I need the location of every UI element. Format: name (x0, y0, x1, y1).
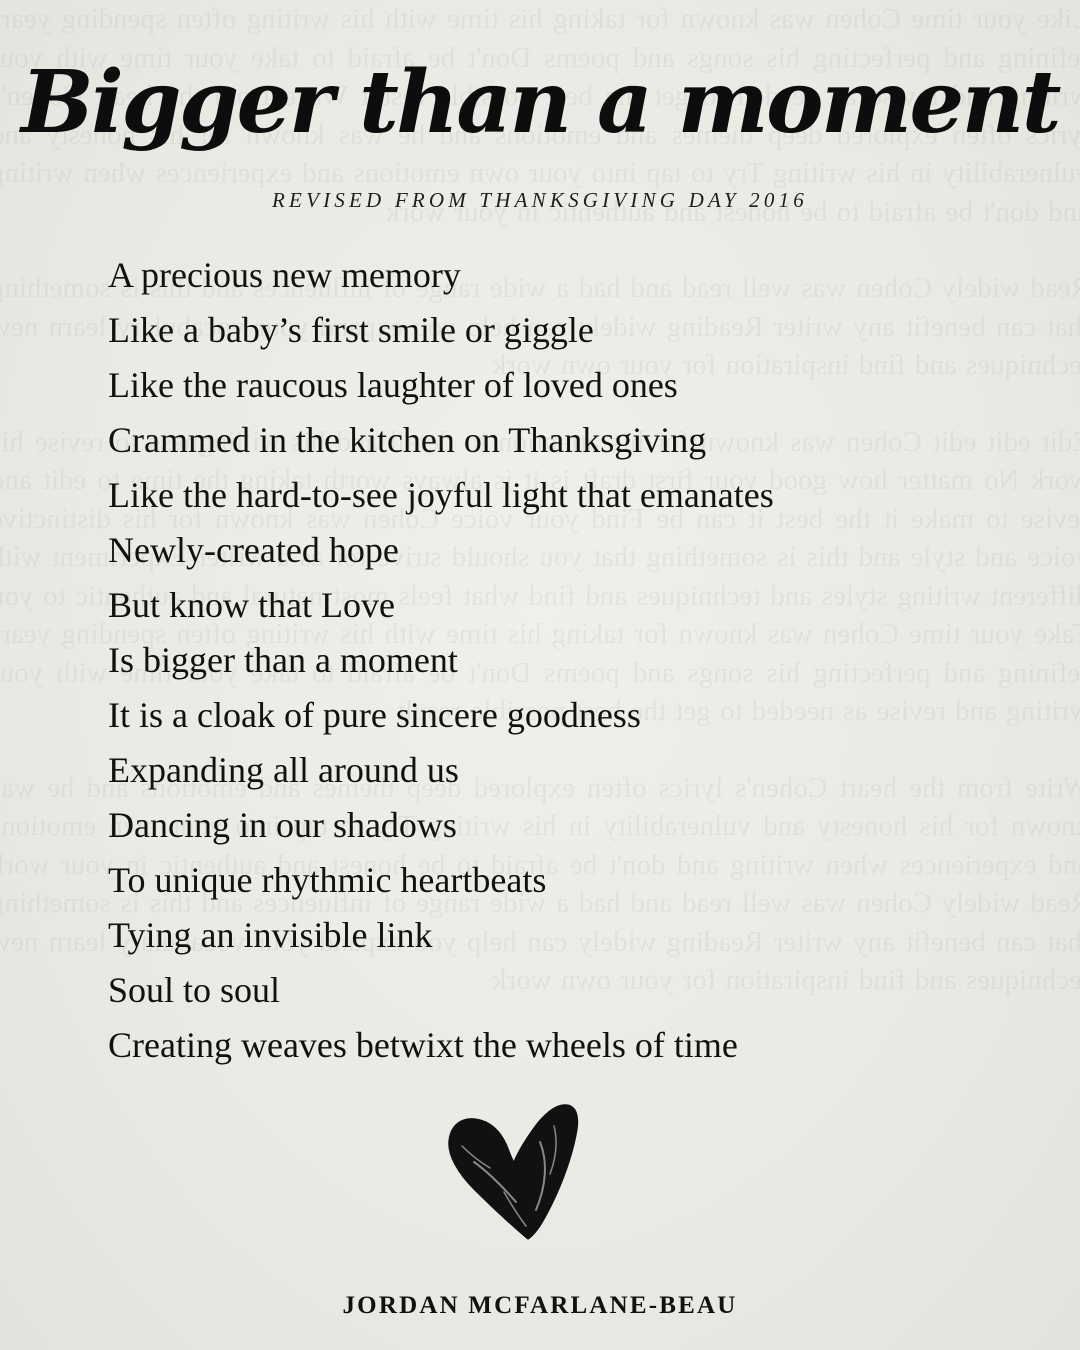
poem-line: Like a baby’s first smile or giggle (108, 310, 594, 350)
poem-line: Expanding all around us (108, 750, 459, 790)
poem-line: Newly-created hope (108, 530, 399, 570)
poem-line: Tying an invisible link (108, 915, 433, 955)
poem-body (108, 248, 774, 1073)
poem-line: But know that Love (108, 585, 395, 625)
author-name: JORDAN MCFARLANE-BEAU (342, 1292, 738, 1319)
poem-title: Bigger than a moment (20, 52, 1060, 153)
poem-subtitle: REVISED FROM THANKSGIVING DAY 2016 (272, 188, 808, 212)
poem-line: Is bigger than a moment (108, 640, 458, 680)
poem-line: To unique rhythmic heartbeats (108, 860, 547, 900)
poem-line: It is a cloak of pure sincere goodness (108, 695, 641, 735)
poem-line: A precious new memory (108, 255, 461, 295)
poem-line: Dancing in our shadows (108, 805, 457, 845)
heart-icon (444, 1102, 580, 1242)
poem-line: Like the hard-to-see joyful light that emanates (108, 475, 774, 515)
poem-line: Like the raucous laughter of loved ones (108, 365, 678, 405)
poem-line: Creating weaves betwixt the wheels of time (108, 1025, 738, 1065)
poem-line: Crammed in the kitchen on Thanksgiving (108, 420, 707, 460)
poem-line: Soul to soul (108, 970, 281, 1010)
